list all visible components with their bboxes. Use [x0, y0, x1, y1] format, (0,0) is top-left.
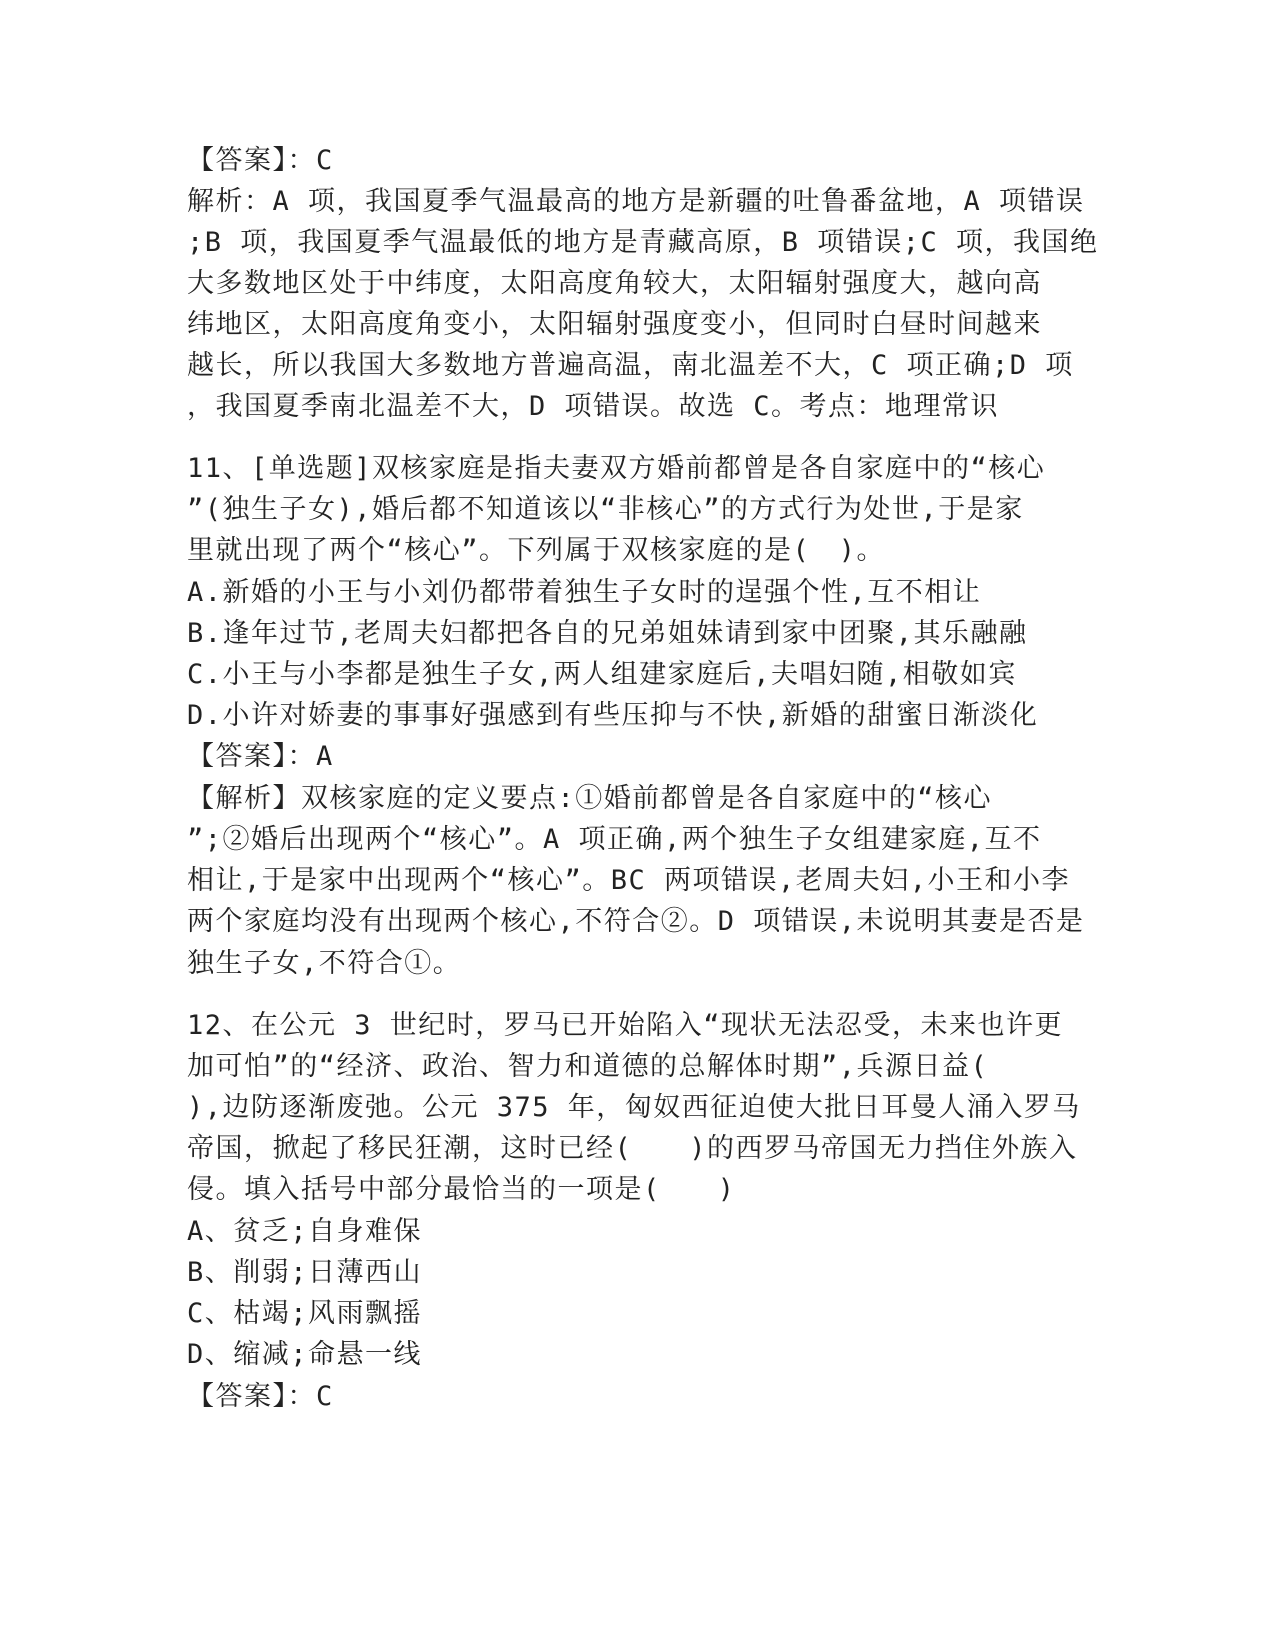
- analysis-line: ，我国夏季南北温差不大，D 项错误。故选 C。考点：地理常识: [187, 391, 1000, 422]
- option-d: D.小许对娇妻的事事好强感到有些压抑与不快,新婚的甜蜜日渐淡化: [187, 700, 1039, 731]
- question-stem-line: 12、在公元 3 世纪时，罗马已开始陷入“现状无法忍受，未来也许更: [187, 1010, 1064, 1041]
- question-stem-line: 侵。填入括号中部分最恰当的一项是( ): [187, 1174, 736, 1205]
- option-a: A、贫乏;自身难保: [187, 1216, 423, 1247]
- analysis-line: 大多数地区处于中纬度，太阳高度角较大，太阳辐射强度大，越向高: [187, 268, 1042, 299]
- question-stem-line: 11、[单选题]双核家庭是指夫妻双方婚前都曾是各自家庭中的“核心: [187, 453, 1046, 484]
- option-a: A.新婚的小王与小刘仍都带着独生子女时的逞强个性,互不相让: [187, 577, 982, 608]
- question-stem-line: 里就出现了两个“核心”。下列属于双核家庭的是( )。: [187, 535, 886, 566]
- question-stem-line: 帝国，掀起了移民狂潮，这时已经( )的西罗马帝国无力挡住外族入: [187, 1133, 1078, 1164]
- analysis-line: ”;②婚后出现两个“核心”。A 项正确,两个独生子女组建家庭,互不: [187, 824, 1042, 855]
- option-b: B.逢年过节,老周夫妇都把各自的兄弟姐妹请到家中团聚,其乐融融: [187, 618, 1028, 649]
- option-c: C.小王与小李都是独生子女,两人组建家庭后,夫唱妇随,相敬如宾: [187, 659, 1017, 690]
- option-c: C、枯竭;风雨飘摇: [187, 1298, 423, 1329]
- analysis-line: 【解析】双核家庭的定义要点:①婚前都曾是各自家庭中的“核心: [187, 783, 993, 814]
- document-page: [187, 0, 1099, 1650]
- answer-line: 【答案】：C: [187, 1381, 334, 1412]
- analysis-line: 相让,于是家中出现两个“核心”。BC 两项错误,老周夫妇,小王和小李: [187, 865, 1071, 896]
- question-stem-line: 加可怕”的“经济、政治、智力和道德的总解体时期”,兵源日益(: [187, 1051, 989, 1082]
- analysis-line: ;B 项，我国夏季气温最低的地方是青藏高原，B 项错误;C 项，我国绝: [187, 227, 1099, 258]
- option-d: D、缩减;命悬一线: [187, 1339, 423, 1370]
- question-stem-line: ”(独生子女),婚后都不知道该以“非核心”的方式行为处世,于是家: [187, 494, 1024, 525]
- answer-line: 【答案】：A: [187, 741, 334, 772]
- analysis-line: 两个家庭均没有出现两个核心,不符合②。D 项错误,未说明其妻是否是: [187, 906, 1085, 937]
- analysis-line: 纬地区，太阳高度角变小，太阳辐射强度变小，但同时白昼时间越来: [187, 309, 1042, 340]
- question-stem-line: ),边防逐渐废弛。公元 375 年，匈奴西征迫使大批日耳曼人涌入罗马: [187, 1092, 1081, 1123]
- answer-line: 【答案】：C: [187, 145, 334, 176]
- analysis-line: 解析：A 项，我国夏季气温最高的地方是新疆的吐鲁番盆地，A 项错误: [187, 186, 1085, 217]
- analysis-line: 越长，所以我国大多数地方普遍高温，南北温差不大，C 项正确;D 项: [187, 350, 1074, 381]
- analysis-line: 独生子女,不符合①。: [187, 948, 462, 979]
- option-b: B、削弱;日薄西山: [187, 1257, 423, 1288]
